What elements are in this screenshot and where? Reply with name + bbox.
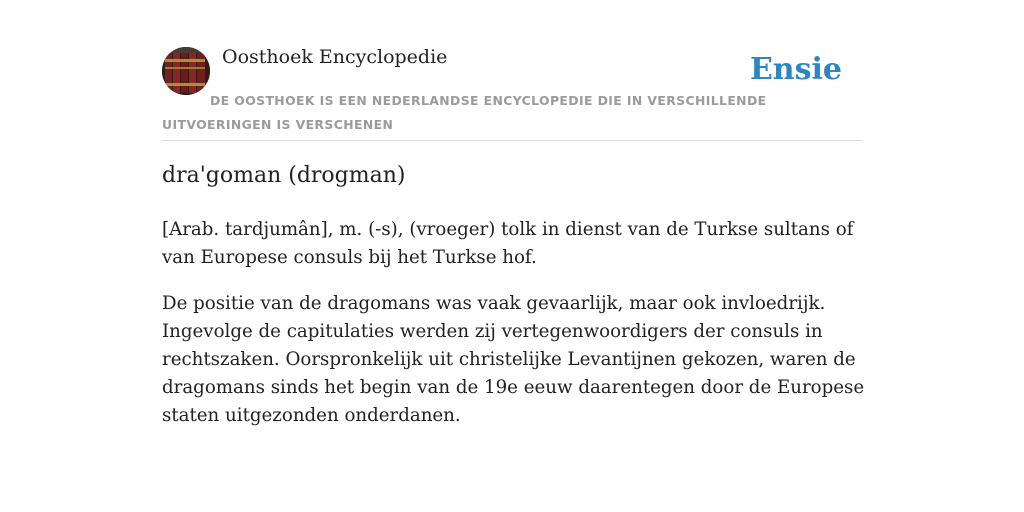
book-spines-icon — [162, 47, 210, 95]
article-card — [162, 0, 865, 426]
source-description: DE OOSTHOEK IS EEN NEDERLANDSE ENCYCLOPEDIE DIE IN VERSCHILLENDE UITVOERINGEN IS VERSCHENEN — [162, 93, 767, 132]
entry-paragraph: [Arab. tardjumân], m. (-s), (vroeger) tolk in dienst van de Turkse sultans of van Europese consuls bij het Turkse hof. — [162, 219, 854, 268]
ensie-logo[interactable]: Ensie — [749, 52, 842, 87]
source-avatar[interactable] — [162, 47, 210, 95]
entry-paragraph: De positie van de dragomans was vaak gevaarlijk, maar ook invloedrijk. Ingevolge de capitulaties werden zij vertegenwoordigers der consuls in rechtszaken. Oorspronkelijk uit christelijke Levantijnen gekozen, waren de dragomans sinds het begin van de 19e eeuw daarentegen door de Europese staten uitgezonden onderdanen. — [162, 293, 865, 426]
source-title[interactable]: Oosthoek Encyclopedie — [222, 46, 448, 68]
source-header — [162, 0, 862, 141]
entry-title: dra'goman (drogman) — [162, 163, 406, 188]
